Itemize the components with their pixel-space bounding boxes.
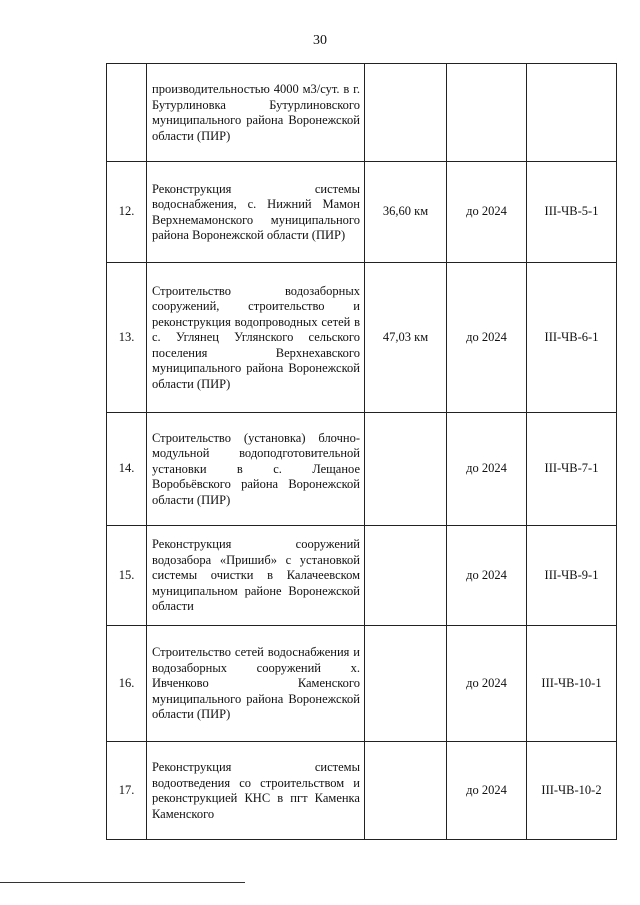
object-code: III-ЧВ-10-2 xyxy=(527,742,617,840)
footnote-rule xyxy=(0,882,245,883)
table-row xyxy=(107,162,617,263)
table-row xyxy=(107,526,617,626)
object-code: III-ЧВ-7-1 xyxy=(527,413,617,526)
deadline: до 2024 xyxy=(447,526,527,626)
object-size xyxy=(365,526,447,626)
row-number: 14. xyxy=(107,413,147,526)
object-name: Реконструкция системы водоотведения со строительством и реконструкцией КНС в пгт Каменка Каменского xyxy=(147,742,365,840)
row-number: 12. xyxy=(107,162,147,263)
object-code: III-ЧВ-9-1 xyxy=(527,526,617,626)
object-name: Реконструкция системы водоснабжения, с. Нижний Мамон Верхнемамонского муниципального района Воронежской области (ПИР) xyxy=(147,162,365,263)
deadline: до 2024 xyxy=(447,742,527,840)
object-size xyxy=(365,626,447,742)
object-size xyxy=(365,742,447,840)
row-number: 15. xyxy=(107,526,147,626)
object-size xyxy=(365,413,447,526)
row-number: 13. xyxy=(107,263,147,413)
object-name: Реконструкция сооружений водозабора «Пришиб» с установкой системы очистки в Калачеевском муниципальном районе Воронежской области xyxy=(147,526,365,626)
deadline: до 2024 xyxy=(447,263,527,413)
object-code xyxy=(527,64,617,162)
object-size xyxy=(365,64,447,162)
deadline xyxy=(447,64,527,162)
table-row xyxy=(107,413,617,526)
row-number xyxy=(107,64,147,162)
object-size: 47,03 км xyxy=(365,263,447,413)
table-row xyxy=(107,263,617,413)
row-number: 17. xyxy=(107,742,147,840)
deadline: до 2024 xyxy=(447,626,527,742)
page-number: 30 xyxy=(313,33,327,48)
table-row xyxy=(107,626,617,742)
object-code: III-ЧВ-6-1 xyxy=(527,263,617,413)
table-row xyxy=(107,742,617,840)
row-number: 16. xyxy=(107,626,147,742)
object-name: производительностью 4000 м3/сут. в г. Бутурлиновка Бутурлиновского муниципального района Воронежской области (ПИР) xyxy=(147,64,365,162)
deadline: до 2024 xyxy=(447,162,527,263)
object-code: III-ЧВ-5-1 xyxy=(527,162,617,263)
object-code: III-ЧВ-10-1 xyxy=(527,626,617,742)
objects-table xyxy=(106,63,617,840)
object-name: Строительство (установка) блочно-модульной водоподготовительной установки в с. Лещаное Воробьёвского района Воронежской области (ПИР) xyxy=(147,413,365,526)
table-row xyxy=(107,64,617,162)
object-name: Строительство водозаборных сооружений, строительство и реконструкция водопроводных сетей в с. Углянец Углянского сельского поселения Верхнехавского муниципального района Воронежской области (ПИР) xyxy=(147,263,365,413)
object-name: Строительство сетей водоснабжения и водозаборных сооружений х. Ивченково Каменского муниципального района Воронежской области (ПИР) xyxy=(147,626,365,742)
deadline: до 2024 xyxy=(447,413,527,526)
object-size: 36,60 км xyxy=(365,162,447,263)
